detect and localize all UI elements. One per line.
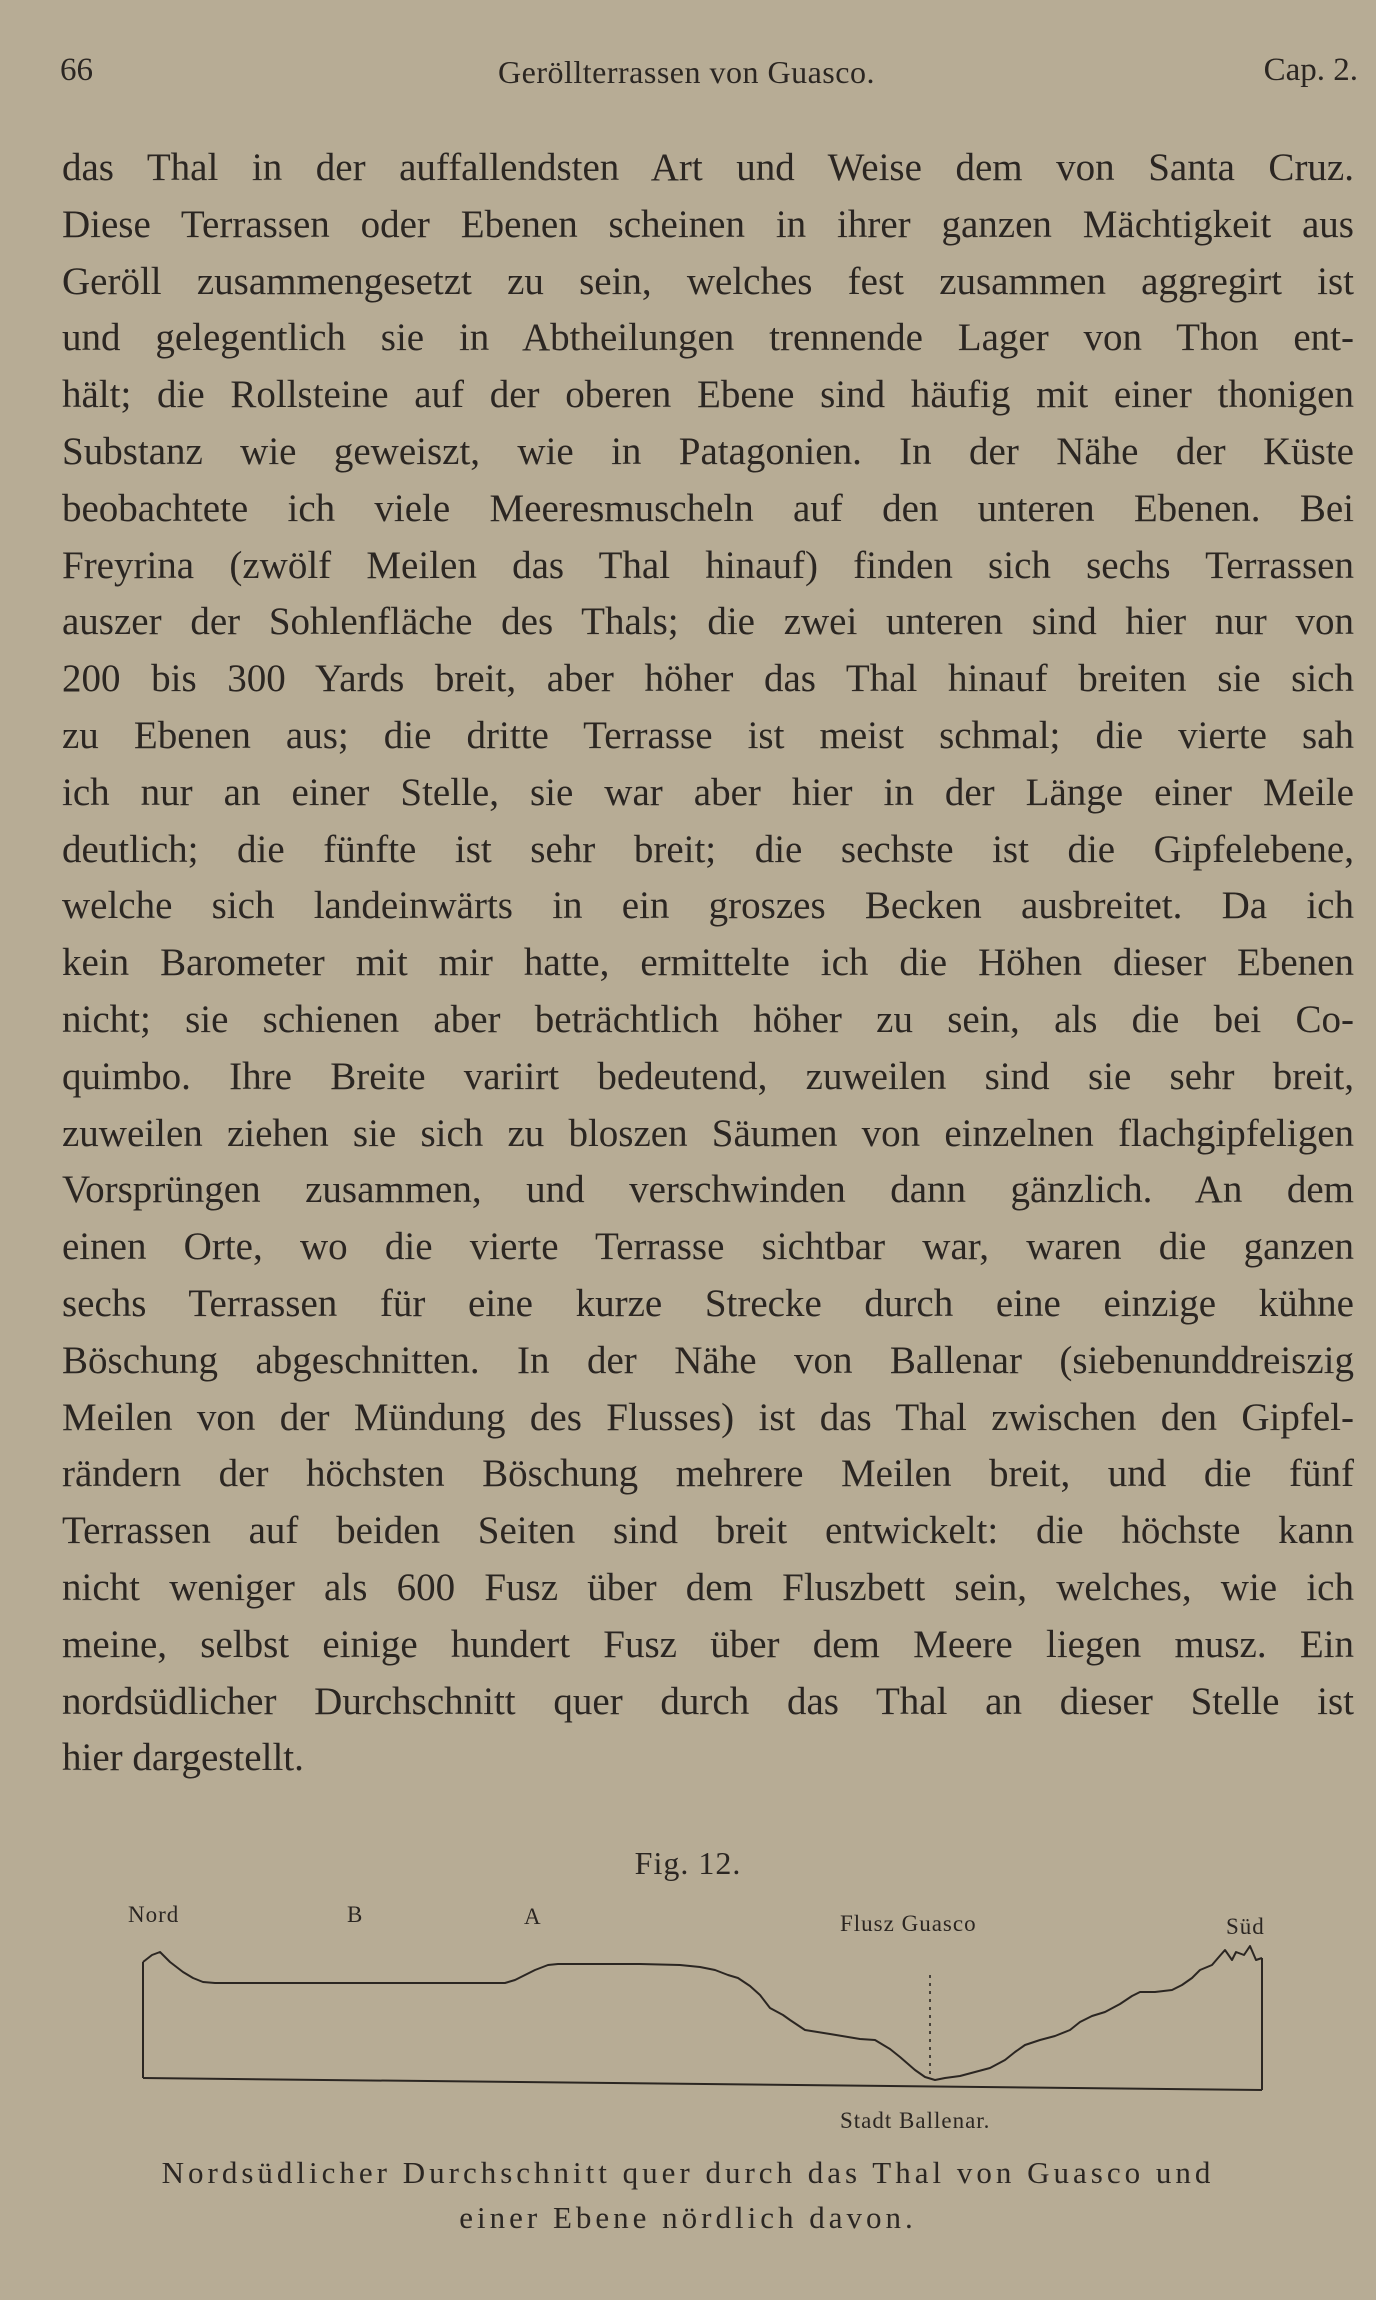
text-line: Diese Terrassen oder Ebenen scheinen in ihrer ganzen Mächtigkeit aus: [62, 202, 1354, 246]
text-line: und gelegentlich sie in Abtheilungen trennende Lager von Thon ent-: [62, 316, 1354, 360]
text-line: nicht; sie schienen aber beträchtlich höher zu sein, als die bei Co-: [62, 997, 1354, 1041]
chapter-label: Cap. 2.: [1263, 52, 1358, 88]
text-line: rändern der höchsten Böschung mehrere Meilen breit, und die fünf: [62, 1452, 1354, 1496]
text-line: quimbo. Ihre Breite variirt bedeutend, zuweilen sind sie sehr breit,: [62, 1054, 1354, 1098]
text-line: Freyrina (zwölf Meilen das Thal hinauf) finden sich sechs Terrassen: [62, 543, 1354, 587]
label-sued: Süd: [1226, 1914, 1265, 1939]
text-line: Terrassen auf beiden Seiten sind breit entwickelt: die höchste kann: [62, 1509, 1354, 1553]
text-line: ich nur an einer Stelle, sie war aber hier in der Länge einer Meile: [62, 770, 1354, 814]
text-line: welche sich landeinwärts in ein groszes Becken ausbreitet. Da ich: [62, 884, 1354, 928]
label-town: Stadt Ballenar.: [840, 2108, 991, 2133]
text-line: auszer der Sohlenfläche des Thals; die zwei unteren sind hier nur von: [62, 600, 1354, 644]
text-line: zuweilen ziehen sie sich zu bloszen Säumen von einzelnen flachgipfeligen: [62, 1111, 1354, 1155]
running-title: Geröllterrassen von Guasco.: [498, 54, 875, 90]
text-line: nicht weniger als 600 Fusz über dem Fluszbett sein, welches, wie ich: [62, 1565, 1354, 1609]
label-b: B: [347, 1902, 364, 1927]
text-line: kein Barometer mit mir hatte, ermittelte ich die Höhen dieser Ebenen: [62, 941, 1354, 985]
text-line: hier dargestellt.: [62, 1736, 304, 1780]
text-line: Substanz wie geweiszt, wie in Patagonien. In der Nähe der Küste: [62, 429, 1354, 473]
text-line: das Thal in der auffallendsten Art und Weise dem von Santa Cruz.: [62, 146, 1354, 189]
text-line: Geröll zusammengesetzt zu sein, welches fest zusammen aggregirt ist: [62, 259, 1354, 303]
label-nord: Nord: [128, 1902, 180, 1927]
text-line: 200 bis 300 Yards breit, aber höher das Thal hinauf breiten sie sich: [62, 657, 1354, 701]
label-a: A: [524, 1904, 542, 1929]
frame-bottom-edge: [143, 2078, 1262, 2090]
text-line: nordsüdlicher Durchschnitt quer durch das Thal an dieser Stelle ist: [62, 1679, 1354, 1723]
text-line: Vorsprüngen zusammen, und verschwinden dann gänzlich. An dem: [62, 1168, 1354, 1212]
text-line: einen Orte, wo die vierte Terrasse sichtbar war, waren die ganzen: [62, 1225, 1354, 1269]
text-line: Meilen von der Mündung des Flusses) ist das Thal zwischen den Gipfel-: [62, 1395, 1354, 1439]
figure-caption: [0, 2150, 1376, 2240]
text-line: hält; die Rollsteine auf der oberen Ebene sind häufig mit einer thonigen: [62, 373, 1354, 417]
label-river: Flusz Guasco: [840, 1911, 977, 1936]
text-line: Böschung abgeschnitten. In der Nähe von Ballenar (siebenunddreiszig: [62, 1338, 1354, 1382]
terrain-profile-line: [143, 1946, 1262, 2080]
text-line: deutlich; die fünfte ist sehr breit; die sechste ist die Gipfelebene,: [62, 827, 1354, 871]
caption-line-1: Nordsüdlicher Durchschnitt quer durch das Thal von Guasco und: [161, 2155, 1215, 2190]
caption-line-2: einer Ebene nördlich davon.: [459, 2200, 917, 2235]
text-line: meine, selbst einige hundert Fusz über dem Meere liegen musz. Ein: [62, 1622, 1354, 1666]
text-line: sechs Terrassen für eine kurze Strecke durch eine einzige kühne: [62, 1281, 1354, 1325]
page-number: 66: [60, 52, 93, 88]
text-line: beobachtete ich viele Meeresmuscheln auf den unteren Ebenen. Bei: [62, 486, 1354, 530]
figure-title: Fig. 12.: [634, 1845, 742, 1881]
text-line: zu Ebenen aus; die dritte Terrasse ist meist schmal; die vierte sah: [62, 713, 1354, 757]
